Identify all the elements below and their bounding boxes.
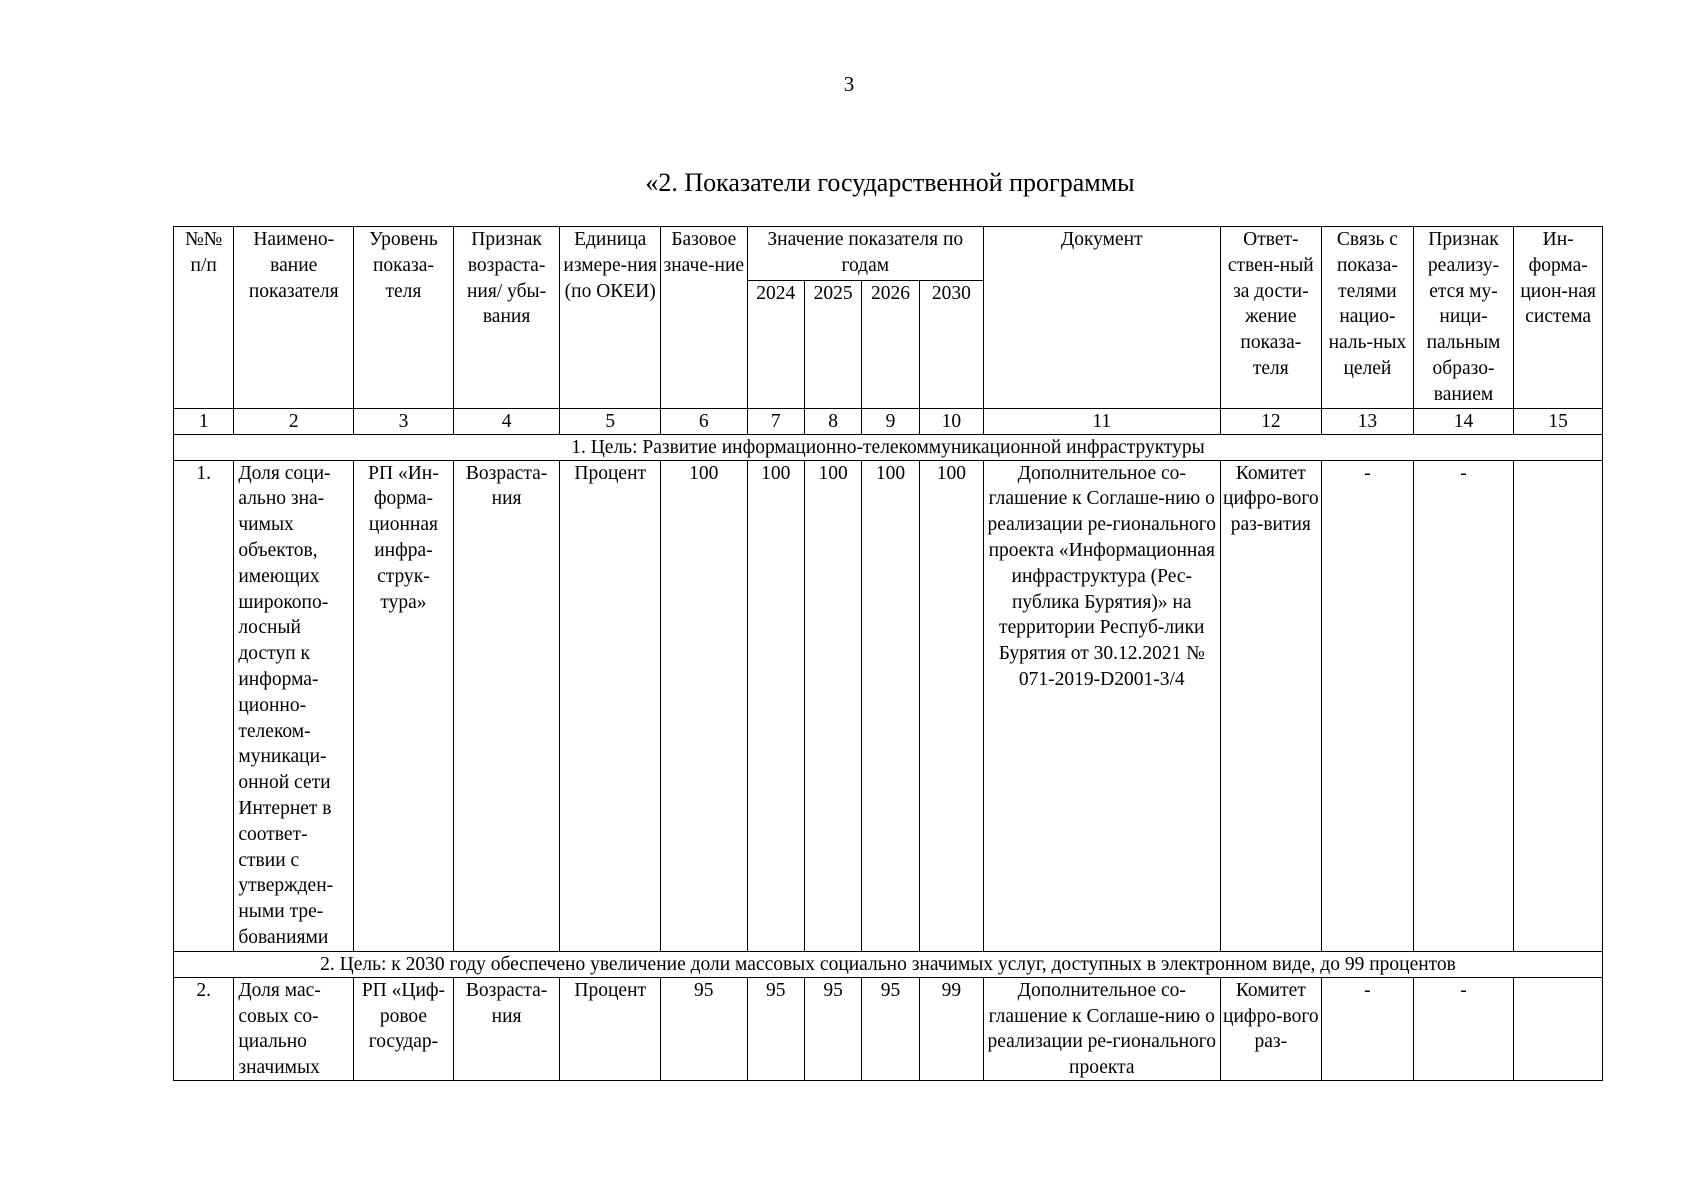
column-number: 6 bbox=[661, 408, 748, 434]
indicator-value: 100 bbox=[747, 460, 804, 951]
indicator-municipal: - bbox=[1413, 977, 1514, 1080]
indicator-sign: Возраста-ния bbox=[453, 460, 560, 951]
indicator-responsible: Комитет цифро-вого раз- bbox=[1220, 977, 1322, 1080]
table-row bbox=[174, 977, 1603, 1080]
indicator-value: 100 bbox=[862, 460, 919, 951]
column-number: 15 bbox=[1514, 408, 1603, 434]
column-number: 8 bbox=[804, 408, 861, 434]
goal-title: 2. Цель: к 2030 году обеспечено увеличение доли массовых социально значимых услуг, доступных в электронном виде, до 99 процентов bbox=[174, 951, 1603, 977]
header-year: 2024 bbox=[747, 280, 804, 408]
header-level: Уровень показа-теля bbox=[354, 227, 454, 409]
column-number: 3 bbox=[354, 408, 454, 434]
indicator-level: РП «Циф-ровое государ- bbox=[354, 977, 454, 1080]
section-title: «2. Показатели государственной программы bbox=[645, 168, 1135, 197]
indicator-infosys bbox=[1514, 977, 1603, 1080]
header-link: Связь с показа-телями нацио-наль-ных целей bbox=[1322, 227, 1414, 409]
indicator-link: - bbox=[1322, 460, 1414, 951]
header-row bbox=[174, 227, 1603, 281]
table-row bbox=[174, 460, 1603, 951]
goal-row bbox=[174, 434, 1603, 460]
page-number: 3 bbox=[843, 72, 855, 96]
header-base: Базовое значе-ние bbox=[661, 227, 748, 409]
indicator-municipal: - bbox=[1413, 460, 1514, 951]
column-number: 9 bbox=[862, 408, 919, 434]
row-num: 2. bbox=[174, 977, 234, 1080]
header-year: 2026 bbox=[862, 280, 919, 408]
indicator-base: 100 bbox=[661, 460, 748, 951]
header-year: 2025 bbox=[804, 280, 861, 408]
indicator-responsible: Комитет цифро-вого раз-вития bbox=[1220, 460, 1322, 951]
indicator-infosys bbox=[1514, 460, 1603, 951]
goal-title: 1. Цель: Развитие информационно-телекоммуникационной инфраструктуры bbox=[174, 434, 1603, 460]
indicator-base: 95 bbox=[661, 977, 748, 1080]
header-municipal: Признак реализу-ется му-ници-пальным образо-ванием bbox=[1413, 227, 1514, 409]
column-number: 12 bbox=[1220, 408, 1322, 434]
indicator-name: Доля мас-совых со-циально значимых bbox=[234, 977, 354, 1080]
indicator-value: 99 bbox=[919, 977, 983, 1080]
column-number: 10 bbox=[919, 408, 983, 434]
row-num: 1. bbox=[174, 460, 234, 951]
column-number: 1 bbox=[174, 408, 234, 434]
header-document: Документ bbox=[984, 227, 1220, 409]
column-numbers-row bbox=[174, 408, 1603, 434]
indicator-value: 100 bbox=[919, 460, 983, 951]
column-number: 4 bbox=[453, 408, 560, 434]
header-unit: Единица измере-ния (по ОКЕИ) bbox=[560, 227, 661, 409]
column-number: 11 bbox=[984, 408, 1220, 434]
header-sign: Признак возраста-ния/ убы-вания bbox=[453, 227, 560, 409]
indicator-unit: Процент bbox=[560, 460, 661, 951]
indicator-name: Доля соци-ально зна-чимых объектов, имеющих широкопо-лосный доступ к информа-ционно-телеком-муникаци-онной сети Интернет в соответ-ствии с утвержден-ными тре-бованиями bbox=[234, 460, 354, 951]
column-number: 13 bbox=[1322, 408, 1414, 434]
header-name: Наимено-вание показателя bbox=[234, 227, 354, 409]
goal-row bbox=[174, 951, 1603, 977]
column-number: 14 bbox=[1413, 408, 1514, 434]
indicator-sign: Возраста-ния bbox=[453, 977, 560, 1080]
indicator-link: - bbox=[1322, 977, 1414, 1080]
indicator-value: 95 bbox=[747, 977, 804, 1080]
header-num: №№ п/п bbox=[174, 227, 234, 409]
header-year: 2030 bbox=[919, 280, 983, 408]
indicator-document: Дополнительное со-глашение к Соглаше-нию о реализации ре-гионального проекта bbox=[984, 977, 1220, 1080]
indicators-table bbox=[173, 226, 1603, 1081]
indicator-document: Дополнительное со-глашение к Соглаше-нию о реализации ре-гионального проекта «Информационная инфраструктура (Рес-публика Бурятия)» на территории Респуб-лики Бурятия от 30.12.2021 № 071-2019-D2001-3/4 bbox=[984, 460, 1220, 951]
indicator-value: 95 bbox=[804, 977, 861, 1080]
indicator-value: 100 bbox=[804, 460, 861, 951]
indicator-level: РП «Ин-форма-ционная инфра-струк-тура» bbox=[354, 460, 454, 951]
header-infosys: Ин-форма-цион-ная система bbox=[1514, 227, 1603, 409]
header-responsible: Ответ-ствен-ный за дости-жение показа-теля bbox=[1220, 227, 1322, 409]
indicator-unit: Процент bbox=[560, 977, 661, 1080]
column-number: 5 bbox=[560, 408, 661, 434]
header-values-group: Значение показателя по годам bbox=[747, 227, 983, 281]
indicator-value: 95 bbox=[862, 977, 919, 1080]
column-number: 7 bbox=[747, 408, 804, 434]
column-number: 2 bbox=[234, 408, 354, 434]
